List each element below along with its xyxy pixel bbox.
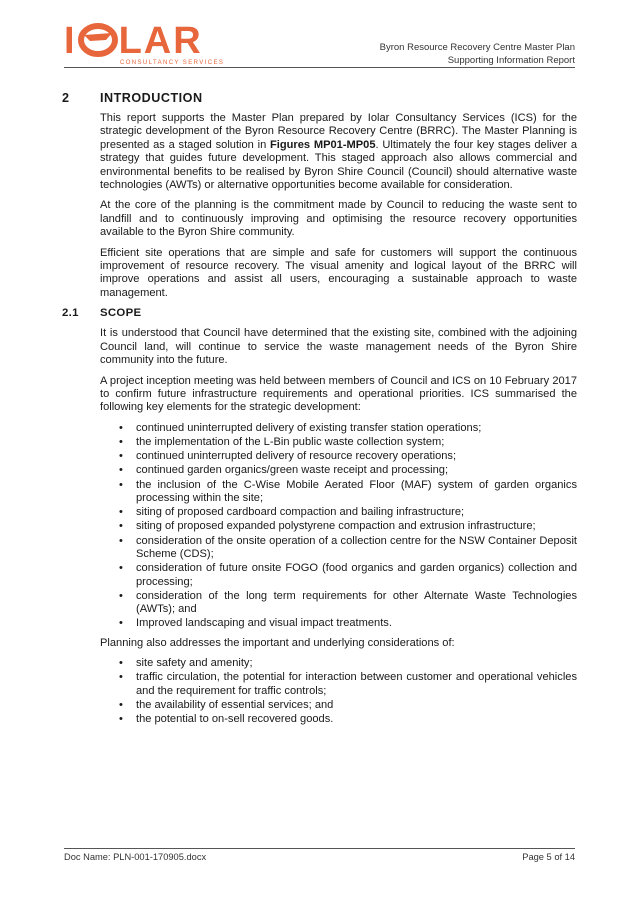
report-title xyxy=(380,41,575,67)
scope-paragraph-1: It is understood that Council have determined that the existing site, combined with the adjoining Council land, will continue to service the waste management needs of the Byron Shire community into the future. xyxy=(100,327,577,367)
list-item: • the inclusion of the C-Wise Mobile Aerated Floor (MAF) system of garden organics processing within the site; xyxy=(100,479,577,506)
eagle-o-icon xyxy=(78,23,118,57)
list-item: • the potential to on-sell recovered goods. xyxy=(100,713,577,726)
list-item: • Improved landscaping and visual impact treatments. xyxy=(100,617,577,630)
list-item: • consideration of the long term requirements for other Alternate Waste Technologies (AWTs); and xyxy=(100,590,577,617)
page-header xyxy=(0,0,637,72)
header-divider xyxy=(64,67,575,68)
logo-wordmark: I LAR xyxy=(64,20,203,62)
scope-paragraph-3: Planning also addresses the important and underlying considerations of: xyxy=(100,636,455,649)
figures-reference: Figures MP01-MP05 xyxy=(270,138,376,151)
logo-tagline: CONSULTANCY SERVICES xyxy=(120,60,225,66)
list-item: • site safety and amenity; xyxy=(100,657,577,670)
intro-paragraph-3: Efficient site operations that are simple and safe for customers will support the continuous improvement of resource recovery. The visual amenity and logical layout of the BRRC will improve operations and assist all users, encouraging a sustainable approach to waste management. xyxy=(100,246,577,299)
intro-paragraph-1: This report supports the Master Plan prepared by Iolar Consultancy Services (ICS) for the strategic development of the Byron Resource Recovery Centre (BRRC). The Master Planning is presented as a staged solution in Figures MP01-MP05. Ultimately the four key stages deliver a strategy that guides future development. This staged approach also allows commercial and environmental benefits to be realised by Byron Shire Council (Council) should alternative waste technologies (AWTs) or alternative opportunities become available for consideration. xyxy=(100,112,577,192)
list-item: • siting of proposed cardboard compaction and bailing infrastructure; xyxy=(100,506,577,519)
subsection-title: SCOPE xyxy=(100,307,142,320)
report-title-line2: Supporting Information Report xyxy=(447,55,575,66)
intro-paragraph-2: At the core of the planning is the commitment made by Council to reducing the waste sent to landfill and to continuously improving and optimising the resource recovery opportunities available to the Byron Shire community. xyxy=(100,199,577,239)
section-heading xyxy=(62,92,577,110)
iolar-logo xyxy=(64,20,225,70)
scope-paragraph-2: A project inception meeting was held between members of Council and ICS on 10 February 2017 to confirm future infrastructure requirements and operational priorities. ICS summarised the following key elements for the strategic development: xyxy=(100,374,577,414)
subsection-heading xyxy=(62,307,577,323)
list-item: • consideration of future onsite FOGO (food organics and garden organics) collection and processing; xyxy=(100,562,577,589)
doc-name: Doc Name: PLN-001-170905.docx xyxy=(64,852,207,862)
list-item: • continued uninterrupted delivery of existing transfer station operations; xyxy=(100,422,577,435)
list-item: • consideration of the onsite operation of a collection centre for the NSW Container Deposit Scheme (CDS); xyxy=(100,535,577,562)
section-number: 2 xyxy=(62,91,70,105)
list-item: • siting of proposed expanded polystyrene compaction and extrusion infrastructure; xyxy=(100,520,577,533)
footer-divider xyxy=(64,848,575,849)
section-title: INTRODUCTION xyxy=(100,91,203,105)
list-item: • the implementation of the L-Bin public waste collection system; xyxy=(100,436,577,449)
list-item: • continued uninterrupted delivery of resource recovery operations; xyxy=(100,450,577,463)
subsection-number: 2.1 xyxy=(62,307,79,320)
report-title-line1: Byron Resource Recovery Centre Master Plan xyxy=(379,42,575,53)
list-item: • continued garden organics/green waste receipt and processing; xyxy=(100,464,577,477)
key-elements-list xyxy=(100,422,577,631)
list-item: • traffic circulation, the potential for interaction between customer and operational vehicles and the requirement for traffic controls; xyxy=(100,671,577,698)
page-body xyxy=(62,92,577,733)
page-number: Page 5 of 14 xyxy=(522,852,575,862)
list-item: • the availability of essential services; and xyxy=(100,699,577,712)
considerations-list xyxy=(100,657,577,726)
